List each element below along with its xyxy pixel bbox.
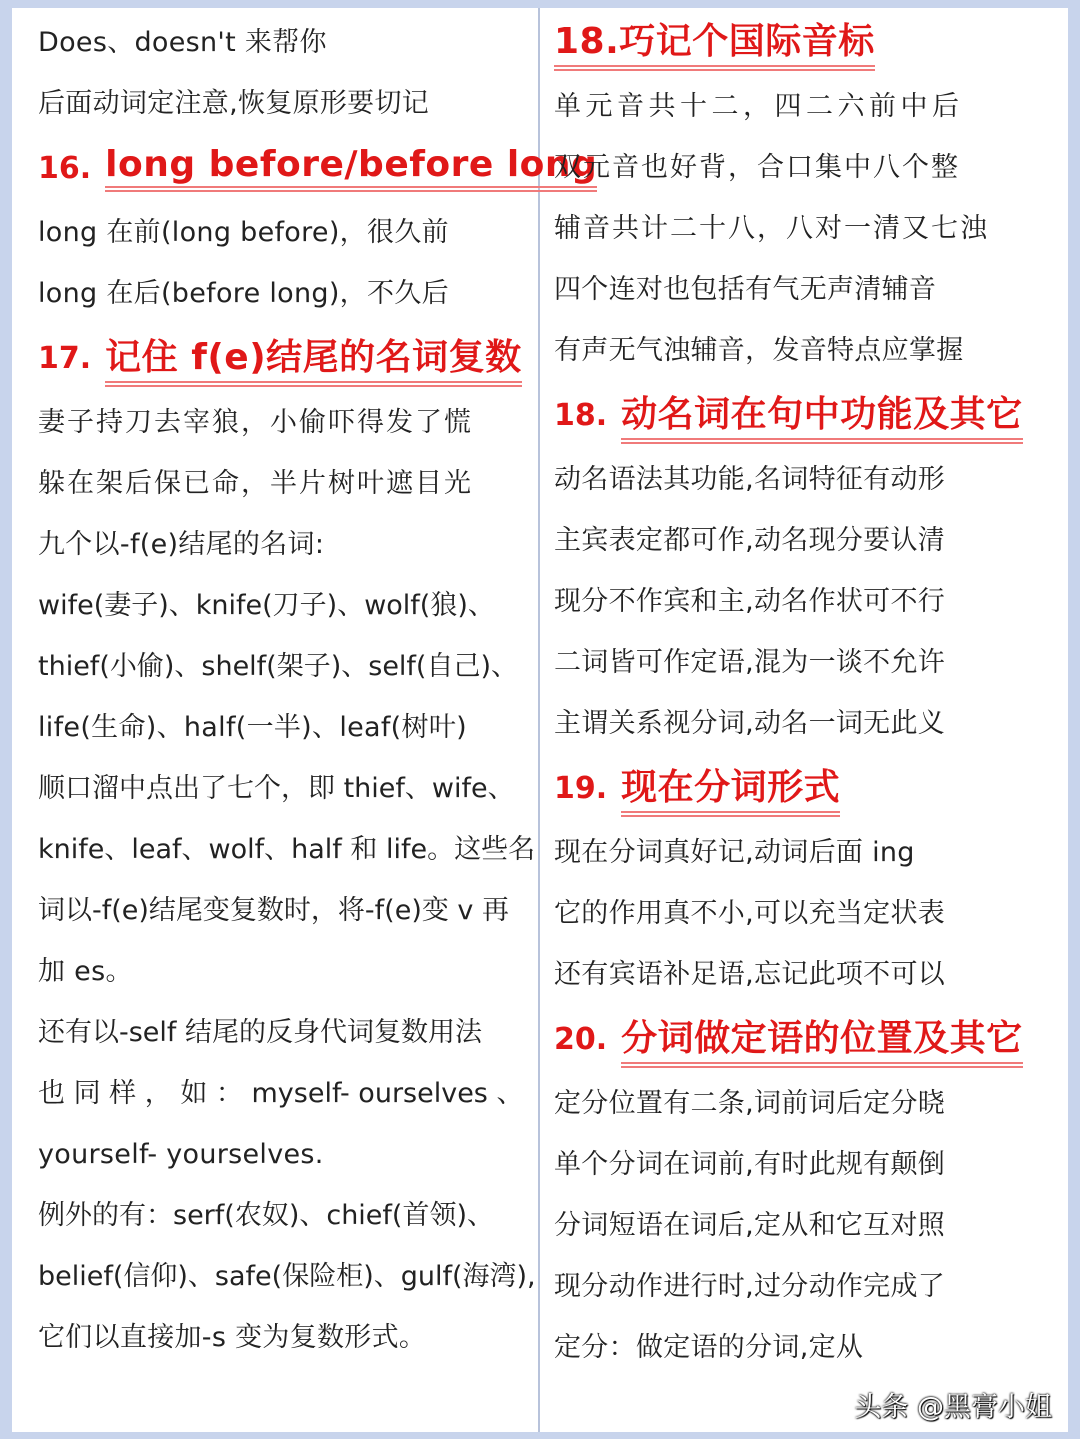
text-line: 躲在架后保已命，半片树叶遮目光 <box>38 468 473 499</box>
section-number: 20. <box>554 1021 608 1057</box>
text-line: life(生命)、half(一半)、leaf(树叶) <box>38 712 467 743</box>
text-line: 二词皆可作定语,混为一谈不允许 <box>554 647 946 678</box>
text-line: 词以-f(e)结尾变复数时，将-f(e)变 v 再 <box>38 895 509 926</box>
section-18-ipa-heading <box>554 8 1054 76</box>
text-line: 双元音也好背，合口集中八个整 <box>554 152 960 183</box>
text-line: 现在分词真好记,动词后面 ing <box>554 837 915 868</box>
section-16-heading <box>38 134 598 202</box>
text-line: 还有宾语补足语,忘记此项不可以 <box>554 959 946 990</box>
section-20-heading <box>554 1005 1054 1073</box>
text-line: 定分位置有二条,词前词后定分晓 <box>554 1088 946 1119</box>
text-line: 单个分词在词前,有时此规有颠倒 <box>554 1149 946 1180</box>
text-line: 分词短语在词后,定从和它互对照 <box>554 1210 946 1241</box>
text-line: 它们以直接加-s 变为复数形式。 <box>38 1322 427 1353</box>
text-line: knife、leaf、wolf、half 和 life。这些名 <box>38 834 536 865</box>
text-line: 例外的有：serf(农奴)、chief(首领)、 <box>38 1200 494 1231</box>
section-number: 18. <box>554 397 608 433</box>
section-17-heading <box>38 324 532 392</box>
section-19-heading <box>554 754 1054 822</box>
text-line: long 在前(long before)，很久前 <box>38 217 449 248</box>
text-line: long 在后(before long)，不久后 <box>38 278 449 309</box>
section-18-gerund-heading <box>554 381 1054 449</box>
column-divider <box>538 8 540 1432</box>
section-title: 动名词在句中功能及其它 <box>621 386 1023 444</box>
text-line: 加 es。 <box>38 956 133 987</box>
text-line: 定分：做定语的分词,定从 <box>554 1332 864 1363</box>
text-line: 它的作用真不小,可以充当定状表 <box>554 898 946 929</box>
text-line: 动名语法其功能,名词特征有动形 <box>554 464 946 495</box>
right-column <box>554 8 1054 1378</box>
text-line: 四个连对也包括有气无声清辅音 <box>554 274 937 305</box>
text-line: 后面动词定注意,恢复原形要切记 <box>38 88 430 119</box>
watermark: 头条 @黑膏小姐 <box>854 1392 1052 1423</box>
text-line: 主宾表定都可作,动名现分要认清 <box>554 525 946 556</box>
text-line: 妻子持刀去宰狼，小偷吓得发了慌 <box>38 407 473 438</box>
text-line: 也 同 样 ， 如 ： myself- ourselves 、 <box>38 1078 524 1109</box>
text-line: yourself- yourselves. <box>38 1139 324 1170</box>
text-line: 现分不作宾和主,动名作状可不行 <box>554 586 946 617</box>
section-title: 分词做定语的位置及其它 <box>621 1010 1023 1068</box>
section-title: 18.巧记个国际音标 <box>554 13 875 71</box>
section-number: 16. <box>38 150 92 186</box>
text-line: Does、doesn't 来帮你 <box>38 27 327 58</box>
text-line: wife(妻子)、knife(刀子)、wolf(狼)、 <box>38 590 495 621</box>
section-title: 记住 f(e)结尾的名词复数 <box>105 329 522 387</box>
text-line: 九个以-f(e)结尾的名词: <box>38 529 325 560</box>
section-number: 19. <box>554 770 608 806</box>
section-number: 17. <box>38 340 92 376</box>
text-line: 现分动作进行时,过分动作完成了 <box>554 1271 946 1302</box>
text-line: 辅音共计二十八，八对一清又七浊 <box>554 213 989 244</box>
text-line: belief(信仰)、safe(保险柜)、gulf(海湾), <box>38 1261 536 1292</box>
text-line: 单元音共十二，四二六前中后 <box>554 91 964 122</box>
content-panel <box>12 8 1068 1432</box>
text-line: 有声无气浊辅音，发音特点应掌握 <box>554 335 964 366</box>
section-title: long before/before long <box>105 144 597 192</box>
text-line: 还有以-self 结尾的反身代词复数用法 <box>38 1017 483 1048</box>
text-line: thief(小偷)、shelf(架子)、self(自己)、 <box>38 651 519 682</box>
text-line: 顺口溜中点出了七个，即 thief、wife、 <box>38 773 515 804</box>
section-title: 现在分词形式 <box>621 759 840 817</box>
text-line: 主谓关系视分词,动名一词无此义 <box>554 708 946 739</box>
